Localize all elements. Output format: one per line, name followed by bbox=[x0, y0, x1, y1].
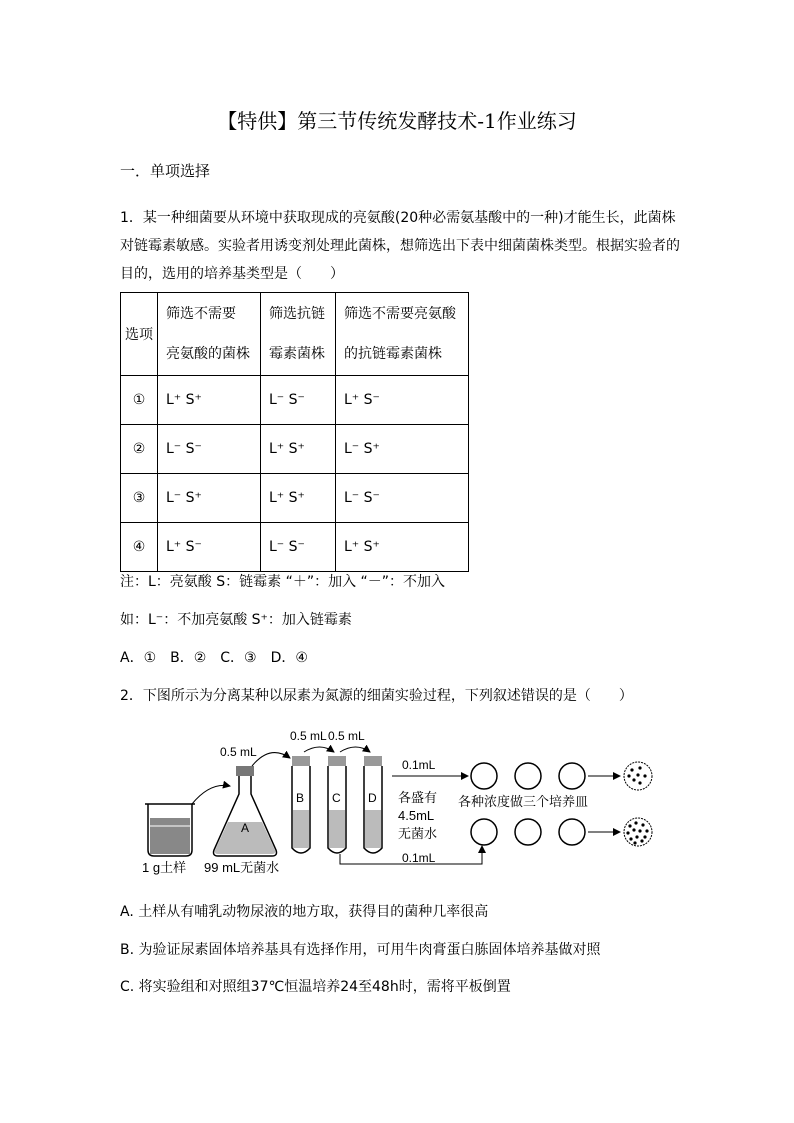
table-cell: L⁻ S⁺ bbox=[158, 474, 261, 523]
soil-beaker-icon bbox=[145, 804, 195, 856]
arrow-soil-to-flask bbox=[192, 785, 230, 804]
table-cell: L⁺ S⁺ bbox=[261, 425, 336, 474]
header-col-1: 筛选不需要 亮氨酸的菌株 bbox=[158, 293, 261, 376]
arrow-b-to-c bbox=[304, 747, 334, 752]
table-cell: L⁻ S⁻ bbox=[158, 425, 261, 474]
table-cell: L⁻ S⁺ bbox=[336, 425, 469, 474]
header-option: 选项 bbox=[121, 293, 158, 376]
plate-icon bbox=[559, 819, 585, 845]
transfer-label-1: 0.5 mL bbox=[220, 745, 257, 759]
table-cell: L⁺ S⁺ bbox=[261, 474, 336, 523]
table-cell: L⁺ S⁻ bbox=[336, 376, 469, 425]
table-cell: L⁺ S⁺ bbox=[158, 376, 261, 425]
question-1-choices: A．① B．② C．③ D．④ bbox=[120, 650, 308, 666]
arrow-top-label: 0.1mL bbox=[402, 758, 436, 772]
arrow-flask-to-b bbox=[252, 753, 290, 766]
question-2-stem: 2．下图所示为分离某种以尿素为氮源的细菌实验过程，下列叙述错误的是（ ） bbox=[120, 688, 633, 704]
plate-icon bbox=[515, 819, 541, 845]
table-header-row bbox=[121, 293, 469, 376]
plates-label: 各种浓度做三个培养皿 bbox=[458, 794, 589, 809]
page-title: 【特供】第三节传统发酵技术-1作业练习 bbox=[217, 109, 577, 133]
tube-c-letter: C bbox=[332, 791, 341, 805]
flask-label: 99 mL无菌水 bbox=[204, 860, 280, 875]
arrow-c-to-d bbox=[340, 747, 370, 752]
transfer-label-2: 0.5 mL bbox=[290, 729, 327, 743]
table-row bbox=[121, 523, 469, 572]
option-number: ③ bbox=[121, 474, 158, 523]
plate-icon bbox=[515, 763, 541, 789]
tube-note-3: 无菌水 bbox=[398, 826, 438, 841]
question-2-option-b: B. 为验证尿素固体培养基具有选择作用，可用牛肉膏蛋白胨固体培养基做对照 bbox=[120, 942, 601, 958]
table-note-example: 如：L⁻：不加亮氨酸 S⁺：加入链霉素 bbox=[120, 612, 352, 628]
table-row bbox=[121, 425, 469, 474]
plate-icon bbox=[471, 819, 497, 845]
table-cell: L⁻ S⁻ bbox=[261, 523, 336, 572]
table-note: 注：L：亮氨酸 S：链霉素 “＋”：加入 “－”：不加入 bbox=[120, 574, 446, 590]
colony-plate-sparse-icon bbox=[624, 762, 652, 790]
colony-plate-dense-icon bbox=[624, 818, 652, 846]
section-heading: 一．单项选择 bbox=[120, 162, 211, 180]
option-number: ② bbox=[121, 425, 158, 474]
question-2-option-c: C. 将实验组和对照组37℃恒温培养24至48h时，需将平板倒置 bbox=[120, 979, 511, 995]
plate-icon bbox=[471, 763, 497, 789]
table-row bbox=[121, 474, 469, 523]
tube-b-letter: B bbox=[296, 791, 305, 805]
options-table bbox=[120, 292, 469, 572]
question-2-option-a: A. 土样从有哺乳动物尿液的地方取，获得目的菌种几率很高 bbox=[120, 904, 489, 920]
question-1-stem: 1．某一种细菌要从环境中获取现成的亮氨酸(20种必需氨基酸中的一种)才能生长，此菌株对链霉素敏感。实验者用诱变剂处理此菌株，想筛选出下表中细菌菌株类型。根据实验者的目的，选用的培养基类型是（ ） bbox=[120, 210, 680, 282]
table-cell: L⁺ S⁻ bbox=[158, 523, 261, 572]
tube-note-1: 各盛有 bbox=[398, 790, 438, 805]
soil-label: 1 g土样 bbox=[142, 860, 187, 875]
flask-icon bbox=[214, 766, 277, 856]
option-number: ④ bbox=[121, 523, 158, 572]
table-cell: L⁻ S⁻ bbox=[336, 474, 469, 523]
tube-d-letter: D bbox=[368, 791, 377, 805]
transfer-label-3: 0.5 mL bbox=[328, 729, 365, 743]
flask-letter: A bbox=[241, 821, 250, 835]
arrow-bottom-label: 0.1mL bbox=[402, 851, 436, 865]
table-row bbox=[121, 376, 469, 425]
tube-note-2: 4.5mL bbox=[398, 808, 435, 823]
header-col-3: 筛选不需要亮氨酸 的抗链霉素菌株 bbox=[336, 293, 469, 376]
header-col-2: 筛选抗链 霉素菌株 bbox=[261, 293, 336, 376]
option-number: ① bbox=[121, 376, 158, 425]
experiment-diagram bbox=[140, 722, 680, 882]
table-cell: L⁺ S⁺ bbox=[336, 523, 469, 572]
table-cell: L⁻ S⁻ bbox=[261, 376, 336, 425]
plate-icon bbox=[559, 763, 585, 789]
